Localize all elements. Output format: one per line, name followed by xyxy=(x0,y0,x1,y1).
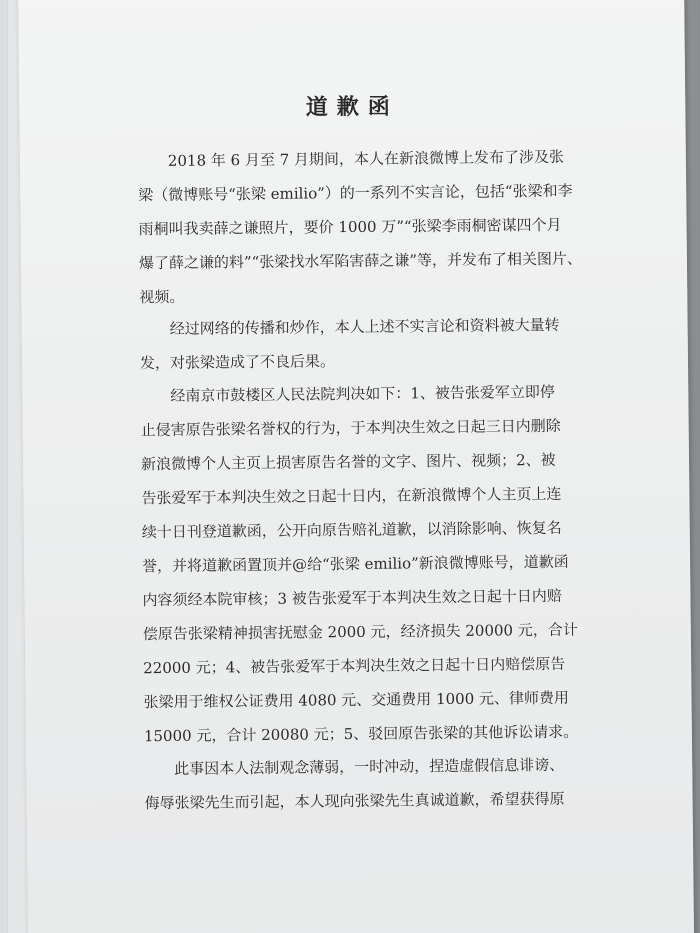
text-line: 22000 元；4、被告张爱军于本判决生效之日起十日内赔偿原告 xyxy=(143,654,566,678)
text-line: 视频。 xyxy=(139,287,185,307)
text-line: 偿原告张梁精神损害抚慰金 2000 元，经济损失 20000 元，合计 xyxy=(142,620,578,644)
text-line: 张梁用于维权公证费用 4080 元、交通费用 1000 元、律师费用 xyxy=(143,688,570,712)
text-line: 新浪微博个人主页上损害原告名誉的文字、图片、视频；2、被 xyxy=(140,450,556,474)
text-line: 经南京市鼓楼区人民法院判决如下：1、被告张爱军立即停 xyxy=(140,382,555,406)
paragraph-2 xyxy=(139,307,600,380)
text-line: 经过网络的传播和炒作，本人上述不实言论和资料被大量转 xyxy=(139,315,560,339)
paragraph-1 xyxy=(138,139,600,314)
paragraph-4 xyxy=(144,747,605,820)
paragraph-3 xyxy=(140,374,604,753)
document-title: 道歉函 xyxy=(305,93,399,121)
text-line: 发，对张梁造成了不良后果。 xyxy=(139,352,336,373)
text-line: 此事因本人法制观念薄弱，一时冲动，捏造虚假信息诽谤、 xyxy=(144,755,565,779)
text-line: 15000 元，合计 20080 元；5、驳回原告张梁的其他诉讼请求。 xyxy=(143,722,579,746)
text-line: 侮辱张梁先生而引起，本人现向张梁先生真诚道歉，希望获得原 xyxy=(144,789,565,813)
text-line: 告张爱军于本判决生效之日起十日内，在新浪微博个人主页上连 xyxy=(141,484,562,508)
text-line: 梁（微博账号“张梁 emilio”）的一系列不实言论，包括“张梁和李 xyxy=(138,181,573,205)
text-line: 雨桐叫我卖薛之谦照片，要价 1000 万”“张梁李雨桐密谋四个月 xyxy=(138,215,562,239)
text-line: 内容须经本院审核；3 被告张爱军于本判决生效之日起十日内赔 xyxy=(142,586,562,610)
text-line: 2018 年 6 月至 7 月期间，本人在新浪微博上发布了涉及张 xyxy=(137,147,565,171)
apology-letter-page xyxy=(18,0,694,933)
text-line: 爆了薛之谦的料”“张梁找水军陷害薛之谦”等，并发布了相关图片、 xyxy=(138,249,583,273)
text-line: 誉，并将道歉函置顶并@给“张梁 emilio”新浪微博账号，道歉函 xyxy=(142,552,569,576)
text-line: 续十日刊登道歉函，公开向原告赔礼道歉，以消除影响、恢复名 xyxy=(141,518,562,542)
text-line: 止侵害原告张梁名誉权的行为，于本判决生效之日起三日内删除 xyxy=(140,416,561,440)
